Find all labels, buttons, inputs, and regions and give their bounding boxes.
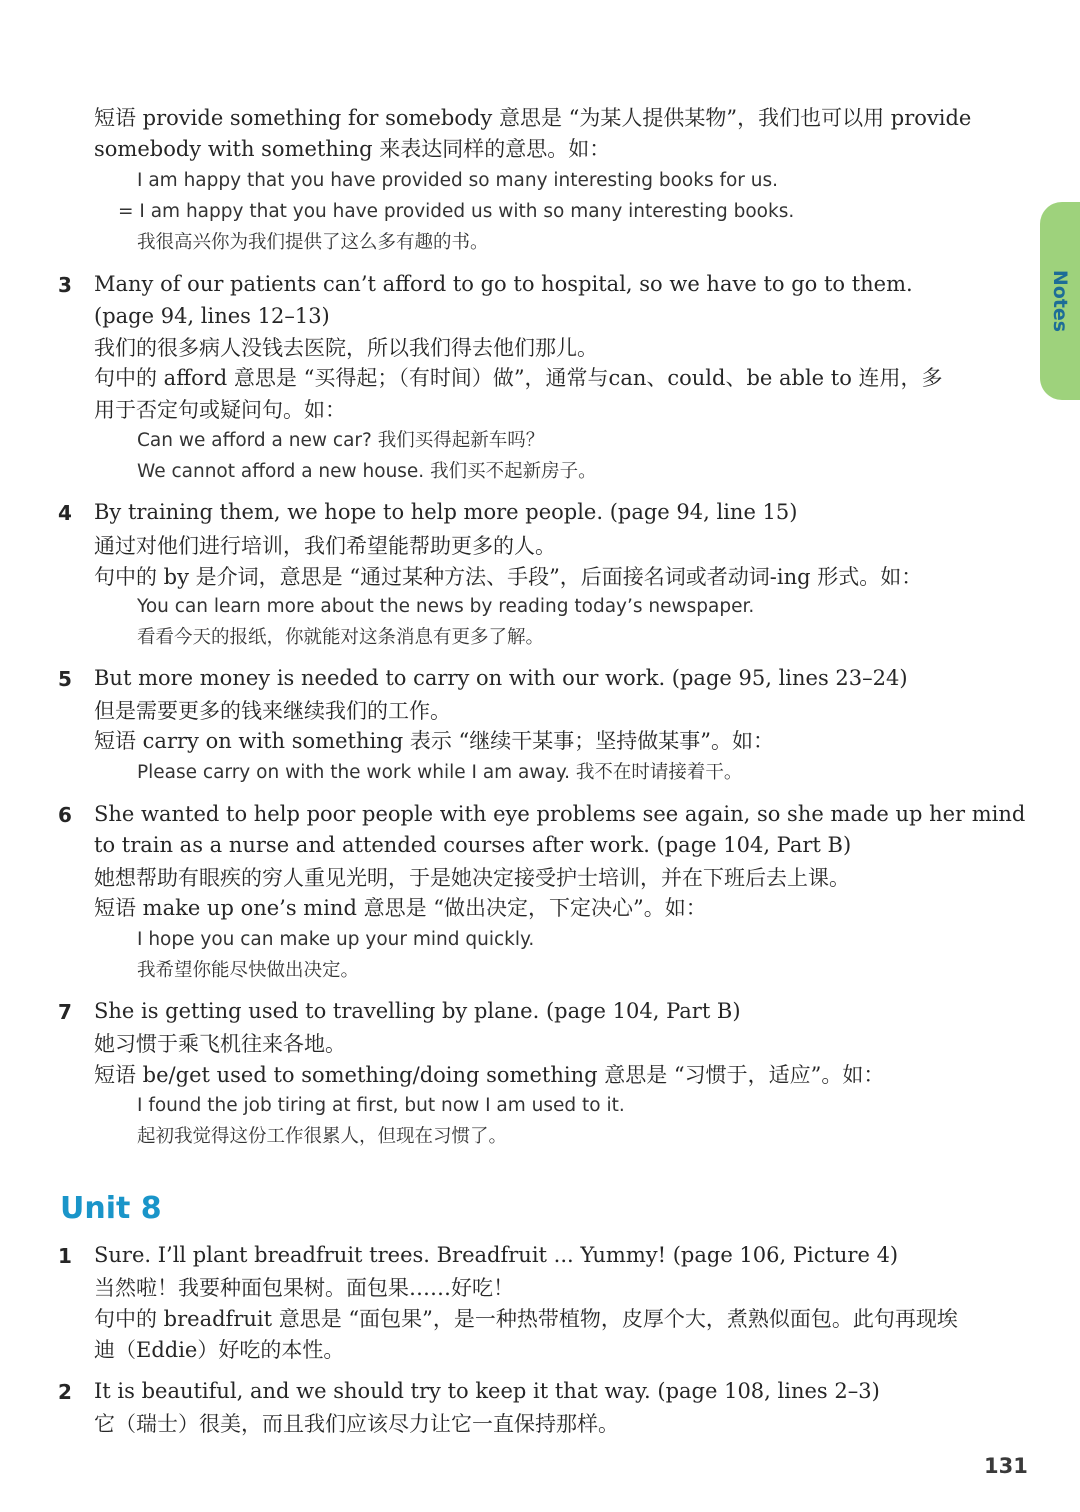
unit-heading: Unit 8: [60, 1191, 162, 1226]
note-number: 3: [58, 273, 72, 297]
note-number: 1: [58, 1244, 72, 1268]
note-number: 2: [58, 1380, 72, 1404]
example-sentence: I hope you can make up your mind quickly.: [137, 929, 535, 950]
intro-line: somebody with something 来表达同样的意思。如：: [94, 137, 611, 161]
example-sentence: Can we afford a new car? 我们买得起新车吗？: [137, 430, 545, 451]
note-sentence: By training them, we hope to help more people. (page 94, line 15): [94, 500, 798, 524]
note-explanation: 迪（Eddie）好吃的本性。: [94, 1338, 345, 1362]
page-number: 131: [984, 1454, 1028, 1478]
note-translation: 我们的很多病人没钱去医院，所以我们得去他们那儿。: [94, 336, 598, 360]
note-translation: 它（瑞士）很美，而且我们应该尽力让它一直保持那样。: [94, 1412, 619, 1436]
example-translation: 起初我觉得这份工作很累人，但现在习惯了。: [137, 1126, 508, 1147]
note-number: 6: [58, 803, 72, 827]
note-translation: 当然啦！我要种面包果树。面包果……好吃！: [94, 1276, 514, 1300]
note-explanation: 短语 carry on with something 表示 “继续干某事；坚持做某事”。如：: [94, 729, 774, 753]
note-sentence: But more money is needed to carry on with our work. (page 95, lines 23–24): [94, 666, 908, 690]
note-explanation: 用于否定句或疑问句。如：: [94, 398, 346, 422]
notes-side-tab: [1040, 202, 1080, 400]
note-translation: 通过对他们进行培训，我们希望能帮助更多的人。: [94, 534, 556, 558]
note-translation: 但是需要更多的钱来继续我们的工作。: [94, 699, 451, 723]
note-sentence: (page 94, lines 12–13): [94, 304, 330, 328]
note-sentence: Many of our patients can’t afford to go to hospital, so we have to go to them.: [94, 272, 913, 296]
intro-line: 短语 provide something for somebody 意思是 “为某人提供某物”，我们也可以用 provide: [94, 106, 972, 130]
notes-tab-label: Notes: [1049, 269, 1071, 333]
note-sentence: to train as a nurse and attended courses after work. (page 104, Part B): [94, 833, 852, 857]
note-number: 4: [58, 501, 72, 525]
note-explanation: 句中的 breadfruit 意思是 “面包果”，是一种热带植物，皮厚个大，煮熟似面包。此句再现埃: [94, 1307, 958, 1331]
example-translation: 我很高兴你为我们提供了这么多有趣的书。: [137, 232, 489, 253]
note-explanation: 句中的 by 是介词，意思是 “通过某种方法、手段”，后面接名词或者动词-ing 形式。如：: [94, 565, 923, 589]
note-sentence: She is getting used to travelling by plane. (page 104, Part B): [94, 999, 741, 1023]
note-sentence: Sure. I’ll plant breadfruit trees. Breadfruit ... Yummy! (page 106, Picture 4): [94, 1243, 899, 1267]
example-sentence: = I am happy that you have provided us with so many interesting books.: [118, 201, 795, 222]
example-translation: 看看今天的报纸，你就能对这条消息有更多了解。: [137, 627, 545, 648]
example-translation: 我希望你能尽快做出决定。: [137, 960, 360, 981]
note-sentence: She wanted to help poor people with eye problems see again, so she made up her mind: [94, 802, 1026, 826]
note-explanation: 句中的 afford 意思是 “买得起；（有时间）做”，通常与can、could、be able to 连用，多: [94, 366, 943, 390]
note-explanation: 短语 be/get used to something/doing something 意思是 “习惯于，适应”。如：: [94, 1063, 885, 1087]
note-sentence: It is beautiful, and we should try to keep it that way. (page 108, lines 2–3): [94, 1379, 880, 1403]
note-explanation: 短语 make up one’s mind 意思是 “做出决定，下定决心”。如：: [94, 896, 707, 920]
example-sentence: Please carry on with the work while I am away. 我不在时请接着干。: [137, 762, 743, 783]
note-number: 5: [58, 667, 72, 691]
note-number: 7: [58, 1000, 72, 1024]
example-sentence: You can learn more about the news by reading today’s newspaper.: [137, 596, 755, 617]
note-translation: 她习惯于乘飞机往来各地。: [94, 1032, 346, 1056]
example-sentence: We cannot afford a new house. 我们买不起新房子。: [137, 461, 597, 482]
example-sentence: I am happy that you have provided so many interesting books for us.: [137, 170, 779, 191]
note-translation: 她想帮助有眼疾的穷人重见光明，于是她决定接受护士培训，并在下班后去上课。: [94, 866, 850, 890]
example-sentence: I found the job tiring at first, but now I am used to it.: [137, 1095, 625, 1116]
